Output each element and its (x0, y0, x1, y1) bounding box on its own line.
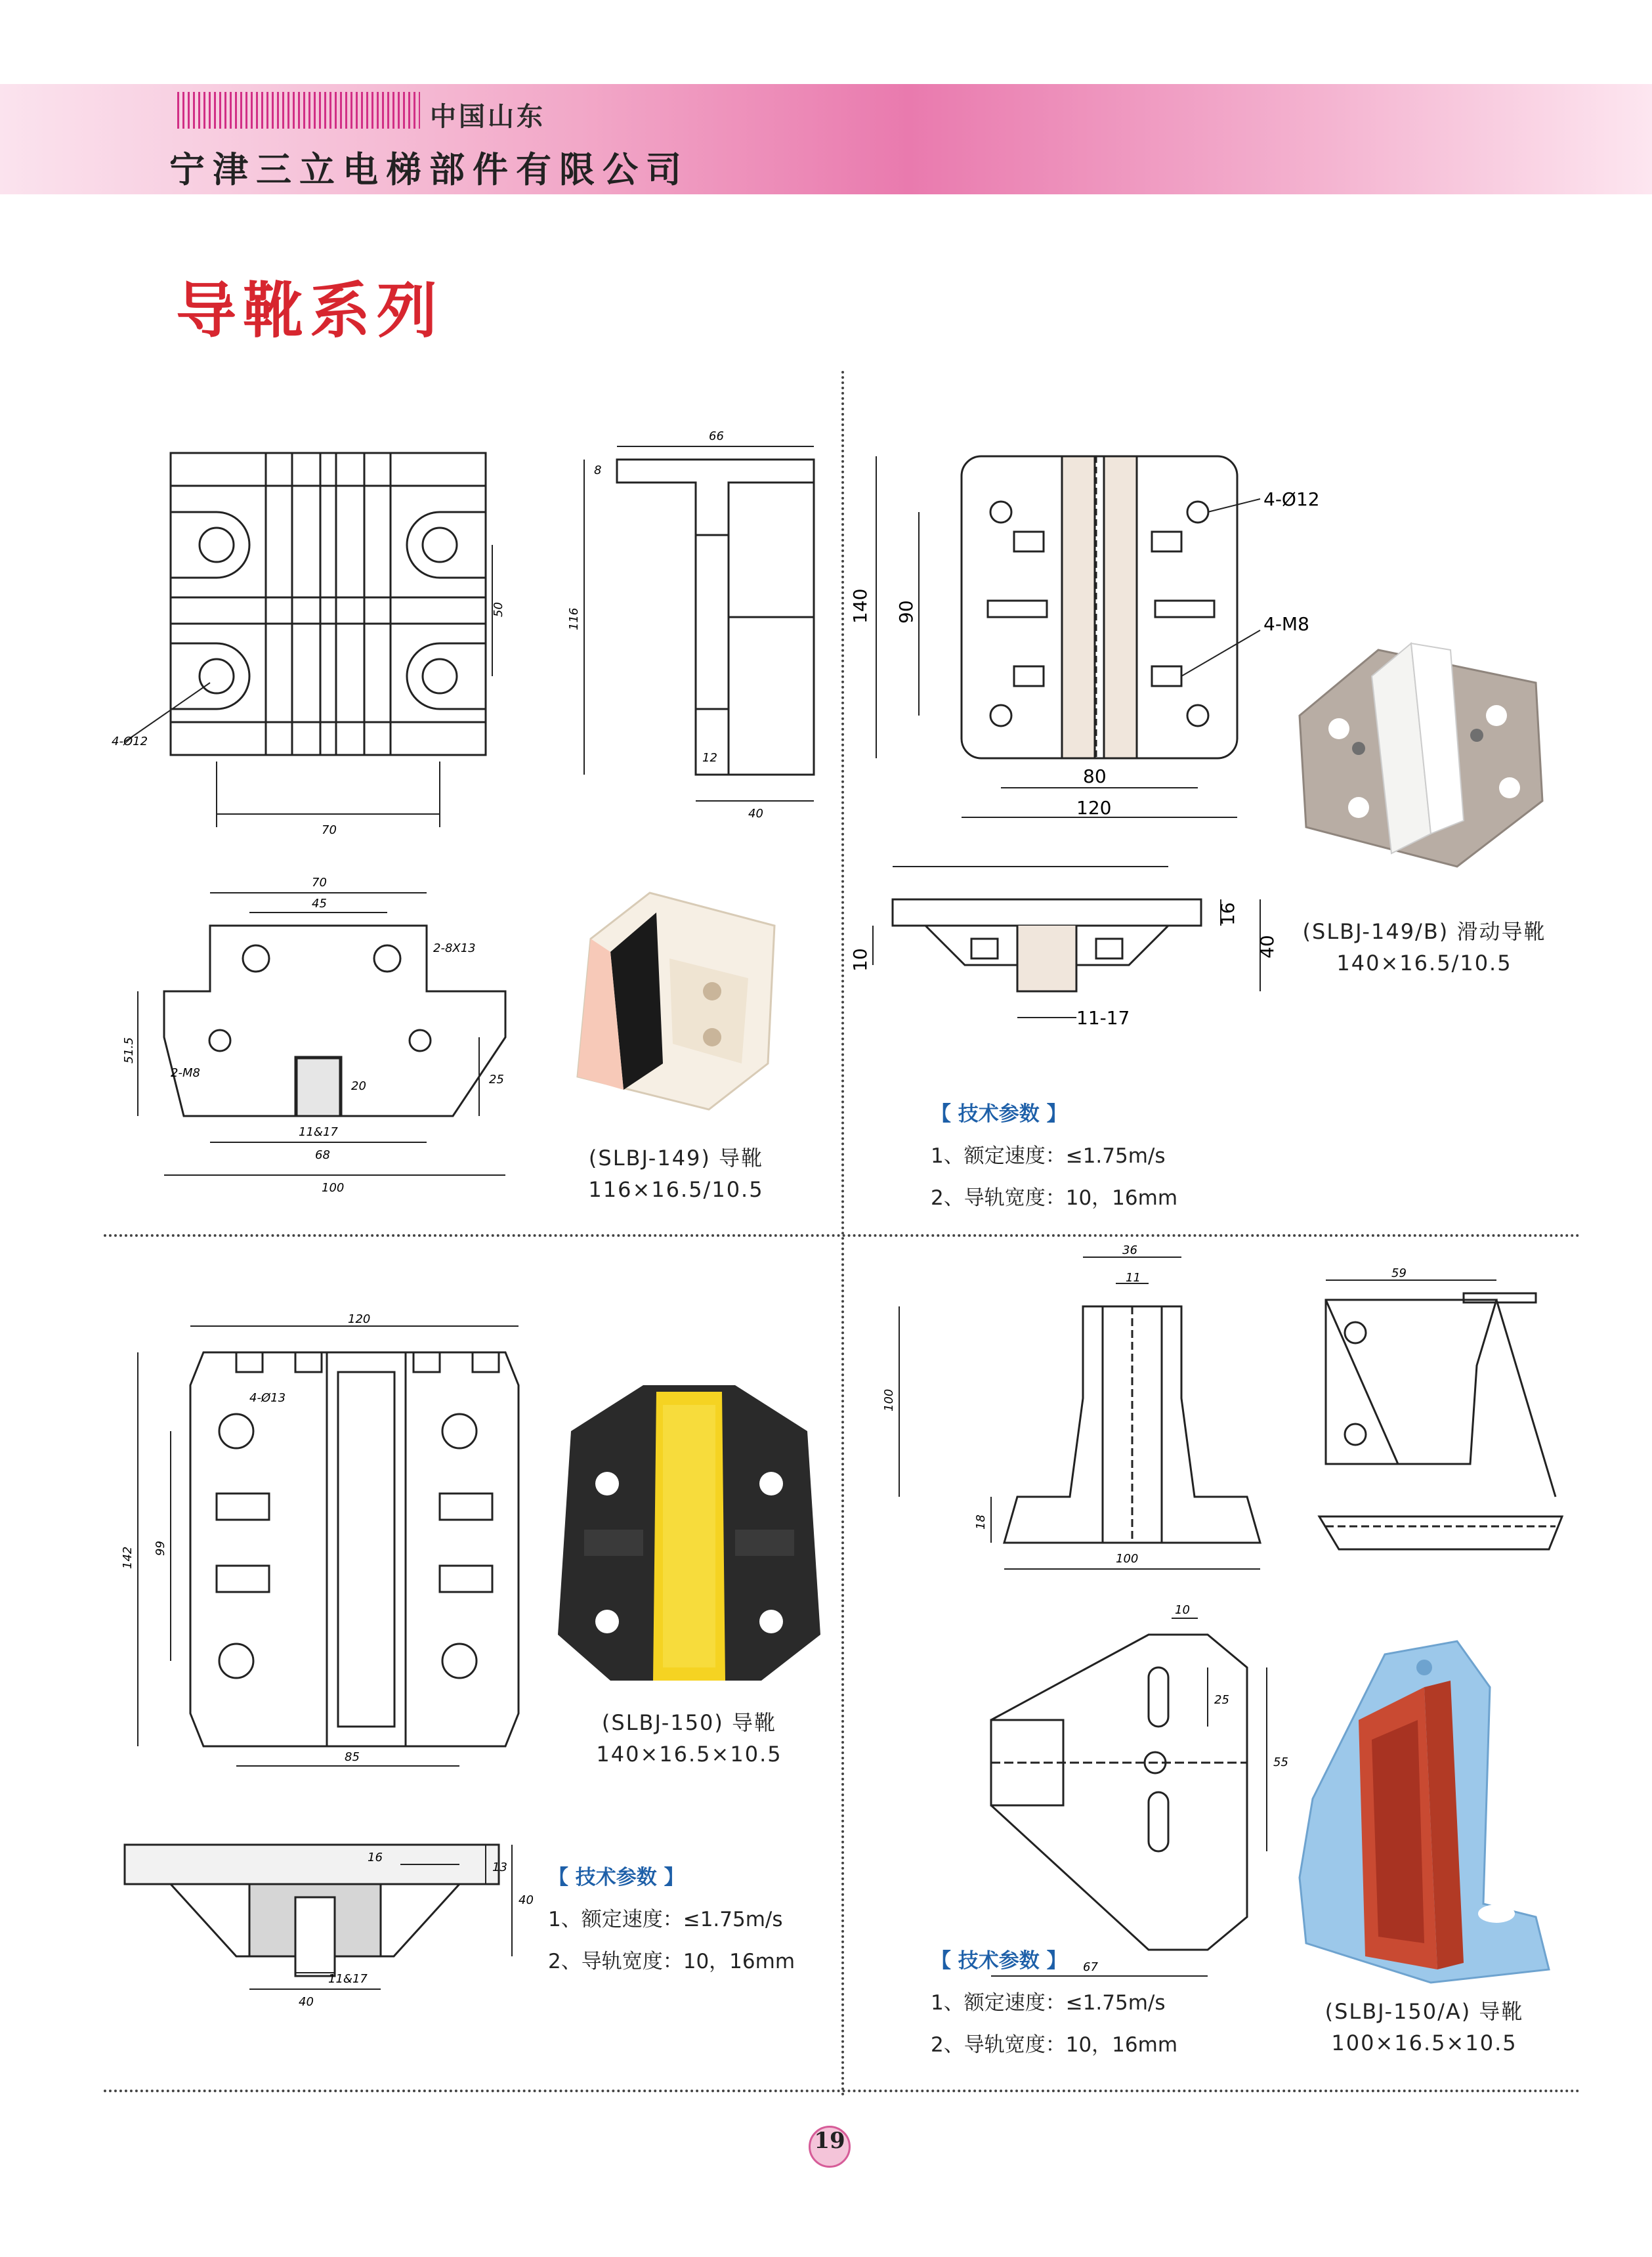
dim-h40: 40 (519, 1893, 534, 1907)
specs-heading: 【 技术参数 】 (931, 1102, 1067, 1126)
dim-gap: 11&17 (328, 1972, 368, 1986)
dim-w10: 10 (1175, 1603, 1190, 1617)
slbj149-top-drawing (122, 867, 519, 1208)
caption-model: (SLBJ-149) 导靴 (588, 1146, 764, 1171)
page-title: 导靴系列 (176, 276, 444, 346)
dim-h20: 20 (351, 1079, 366, 1093)
dim-gap: 11&17 (299, 1125, 338, 1139)
dim-h55: 55 (1273, 1755, 1288, 1769)
specs-heading: 【 技术参数 】 (931, 1949, 1067, 1973)
caption-model: (SLBJ-150/A) 导靴 (1324, 1999, 1524, 2024)
dim-w100: 100 (1116, 1552, 1139, 1566)
specs-rail-width: 2、导轨宽度：10，16mm (548, 1950, 795, 1973)
dim-w59: 59 (1391, 1266, 1407, 1280)
slbj149-side-drawing (564, 420, 840, 840)
header-region: 中国山东 (430, 101, 545, 132)
dim-w67: 67 (1083, 1960, 1098, 1974)
slbj149-caption (564, 1142, 788, 1205)
dim-w70b: 70 (312, 876, 327, 890)
dim-hole: 4-Ø12 (112, 735, 148, 748)
slbj149b-caption (1286, 916, 1562, 979)
dim-h99: 99 (154, 1541, 167, 1556)
dim-h142: 142 (121, 1546, 135, 1569)
slbj150a-caption (1286, 1996, 1562, 2059)
page-number: 19 (809, 2126, 851, 2168)
slbj150a-front-drawing (879, 1234, 1286, 1602)
horizontal-divider (104, 1234, 1580, 1237)
dim-hole: 4-Ø12 (1263, 488, 1320, 510)
dim-w45: 45 (312, 897, 327, 911)
dim-m8: 4-M8 (1263, 613, 1309, 635)
dim-h18: 18 (974, 1515, 988, 1530)
dim-h100: 100 (882, 1388, 896, 1411)
slbj149-front-drawing (112, 433, 519, 840)
specs-speed: 1、额定速度：≤1.75m/s (931, 1144, 1166, 1168)
dim-w36: 36 (1122, 1243, 1137, 1257)
dim-h16: 16 (1217, 902, 1239, 926)
dim-w100: 100 (322, 1181, 345, 1195)
specs-heading: 【 技术参数 】 (548, 1866, 685, 1889)
dim-h13: 13 (492, 1860, 507, 1874)
dim-w80: 80 (1083, 765, 1107, 787)
dim-h12: 12 (702, 751, 717, 765)
slbj150-photo (545, 1372, 834, 1687)
slbj149b-front-drawing (849, 433, 1326, 840)
dim-h40: 40 (1256, 935, 1278, 958)
dim-h116: 116 (567, 607, 581, 630)
bottom-divider (104, 2090, 1580, 2092)
decorative-stripes (177, 92, 420, 129)
dim-hole: 4-Ø13 (249, 1391, 286, 1405)
dim-h25: 25 (489, 1073, 504, 1086)
dim-h50: 50 (492, 602, 505, 617)
slbj150a-side-drawing (1306, 1260, 1582, 1576)
dim-w40: 40 (299, 1995, 314, 2009)
dim-h10: 10 (849, 948, 871, 972)
dim-h90: 90 (895, 600, 917, 624)
slbj149-photo (551, 867, 801, 1116)
dim-w120: 120 (348, 1312, 371, 1326)
dim-h16: 16 (368, 1851, 383, 1864)
caption-size: 116×16.5/10.5 (588, 1177, 764, 1202)
slbj150a-specs (931, 1940, 1177, 2066)
caption-size: 100×16.5×10.5 (1331, 2031, 1517, 2055)
slbj150a-photo (1286, 1628, 1562, 1989)
dim-w70: 70 (322, 823, 337, 837)
dim-m8: 2-M8 (171, 1066, 200, 1080)
slbj149b-photo (1280, 604, 1556, 880)
dim-w68: 68 (315, 1148, 330, 1162)
dim-w120: 120 (1076, 797, 1112, 819)
slbj149b-specs (931, 1093, 1177, 1219)
caption-size: 140×16.5×10.5 (596, 1742, 782, 1767)
slbj150-specs (548, 1857, 795, 1983)
dim-gap: 11-17 (1076, 1007, 1130, 1029)
slbj150a-top-drawing (971, 1595, 1313, 1989)
caption-model: (SLBJ-149/B) 滑动导靴 (1302, 919, 1546, 944)
specs-speed: 1、额定速度：≤1.75m/s (548, 1908, 783, 1931)
company-name: 宁津三立电梯部件有限公司 (169, 148, 689, 190)
slbj150-side-drawing (118, 1825, 538, 2015)
slbj150-caption (564, 1707, 814, 1770)
dim-w11: 11 (1126, 1271, 1141, 1285)
dim-h51: 51.5 (122, 1037, 136, 1064)
slbj150-front-drawing (118, 1306, 538, 1792)
specs-rail-width: 2、导轨宽度：10，16mm (931, 1186, 1178, 1210)
dim-w85: 85 (345, 1750, 360, 1764)
dim-h140: 140 (849, 588, 871, 624)
caption-size: 140×16.5/10.5 (1336, 951, 1512, 976)
dim-w40: 40 (748, 807, 763, 821)
dim-slot: 2-8X13 (433, 941, 476, 955)
dim-w66: 66 (709, 429, 724, 443)
dim-h8: 8 (594, 463, 602, 477)
dim-h25: 25 (1214, 1693, 1229, 1707)
specs-rail-width: 2、导轨宽度：10，16mm (931, 2033, 1178, 2057)
caption-model: (SLBJ-150) 导靴 (601, 1710, 777, 1735)
slbj149b-side-drawing (849, 853, 1300, 1050)
specs-speed: 1、额定速度：≤1.75m/s (931, 1991, 1166, 2015)
